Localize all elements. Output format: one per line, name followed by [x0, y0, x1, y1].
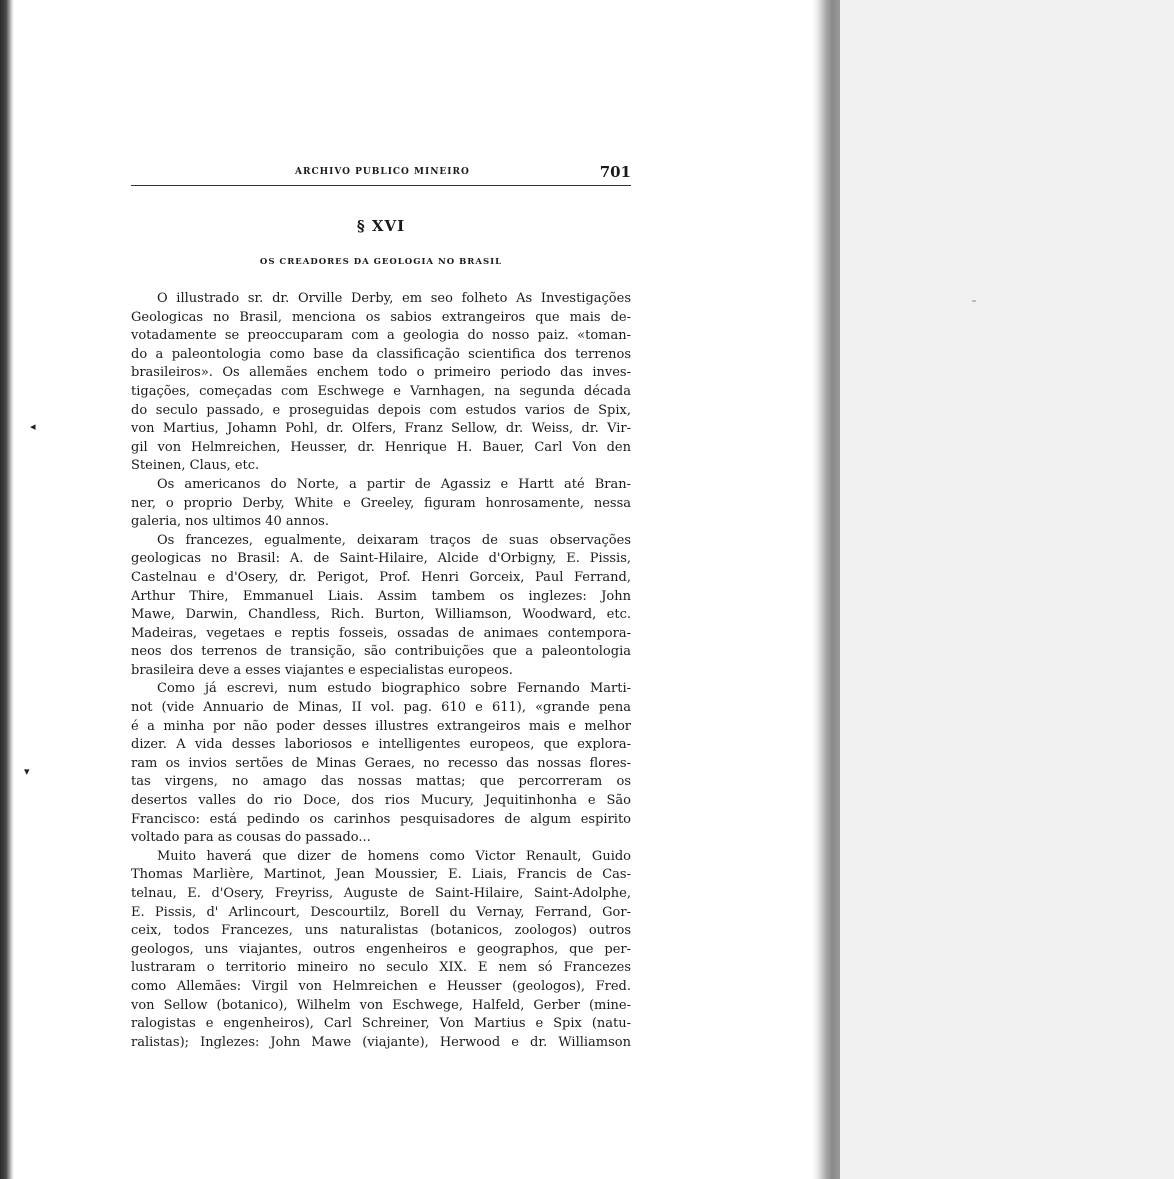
text-line: Madeiras, vegetaes e reptis fosseis, ossadas de animaes contempora-	[131, 625, 631, 641]
text-line: do a paleontologia como base da classificação scientifica dos terrenos	[131, 346, 631, 362]
text-line: tas virgens, no amago das nossas mattas; que percorreram os	[131, 774, 631, 790]
page-header	[131, 160, 631, 184]
text-line: galeria, nos ultimos 40 annos.	[131, 514, 329, 530]
text-line: brasileira deve a esses viajantes e especialistas europeos.	[131, 662, 513, 678]
text-line: not (vide Annuario de Minas, II vol. pag. 610 e 611), «grande pena	[131, 700, 631, 716]
section-title: OS CREADORES DA GEOLOGIA NO BRASIL	[259, 257, 503, 267]
text-line: Os americanos do Norte, a partir de Agassiz e Hartt até Bran-	[157, 476, 631, 492]
margin-mark: ▾	[24, 765, 30, 778]
text-line: Muito haverá que dizer de homens como Victor Renault, Guido	[157, 848, 631, 864]
facing-page	[840, 0, 1174, 1179]
text-line: ralogistas e engenheiros), Carl Schreiner, Von Martius e Spix (natu-	[131, 1016, 631, 1032]
text-line: ner, o proprio Derby, White e Greeley, figuram honrosamente, nessa	[131, 495, 631, 511]
text-line: lustraram o territorio mineiro no seculo XIX. E nem só Francezes	[131, 960, 631, 976]
paper-speck	[972, 300, 976, 302]
text-line: desertos valles do rio Doce, dos rios Mucury, Jequitinhonha e São	[131, 793, 631, 809]
text-line: geologos, uns viajantes, outros engenheiros e geographos, que per-	[131, 941, 631, 957]
document-page	[131, 160, 631, 1052]
section-number: § XVI	[356, 217, 406, 235]
book-gutter	[812, 0, 840, 1179]
body-text	[131, 290, 631, 1052]
text-line: voltado para as cousas do passado...	[131, 830, 371, 846]
text-line: ceix, todos Francezes, uns naturalistas (botanicos, zoologos) outros	[131, 923, 631, 939]
text-line: brasileiros». Os allemães enchem todo o primeiro periodo das inves-	[131, 365, 631, 381]
text-line: é a minha por não poder desses illustres extrangeiros mais e melhor	[131, 718, 631, 734]
text-line: telnau, E. d'Osery, Freyriss, Auguste de Saint-Hilaire, Saint-Adolphe,	[131, 886, 631, 901]
text-line: do seculo passado, e proseguidas depois com estudos varios de Spix,	[131, 402, 631, 418]
text-line: Steinen, Claus, etc.	[131, 458, 260, 474]
text-line: tigações, começadas com Eschwege e Varnhagen, na segunda década	[131, 383, 631, 399]
text-line: von Sellow (botanico), Wilhelm von Eschwege, Halfeld, Gerber (mine-	[131, 997, 631, 1013]
text-line: Os francezes, egualmente, deixaram traços de suas observações	[157, 532, 631, 548]
running-title: ARCHIVO PUBLICO MINEIRO	[295, 167, 470, 177]
text-line: von Martius, Johamn Pohl, dr. Olfers, Franz Sellow, dr. Weiss, dr. Vir-	[131, 421, 631, 437]
text-line: ralistas); Inglezes: John Mawe (viajante), Herwood e dr. Williamson	[131, 1034, 631, 1050]
text-line: Francisco: está pedindo os carinhos pesquisadores de algum espirito	[131, 811, 631, 827]
text-line: E. Pissis, d' Arlincourt, Descourtilz, Borell du Vernay, Ferrand, Gor-	[131, 904, 631, 920]
text-line: Castelnau e d'Osery, dr. Perigot, Prof. Henri Gorceix, Paul Ferrand,	[131, 569, 631, 585]
header-rule	[131, 185, 631, 186]
text-line: como Allemães: Virgil von Helmreichen e Heusser (geologos), Fred.	[131, 978, 631, 994]
text-line: Como já escrevi, num estudo biographico sobre Fernando Marti-	[157, 681, 631, 697]
page-number: 701	[599, 163, 631, 181]
text-line: dizer. A vida desses laboriosos e intelligentes europeos, que explora-	[131, 737, 631, 753]
text-line: Geologicas no Brasil, menciona os sabios extrangeiros que mais de-	[131, 309, 631, 325]
text-line: Thomas Marlière, Martinot, Jean Moussier, E. Liais, Francis de Cas-	[131, 867, 631, 883]
text-line: geologicas no Brasil: A. de Saint-Hilaire, Alcide d'Orbigny, E. Pissis,	[131, 551, 631, 567]
text-line: O illustrado sr. dr. Orville Derby, em seo folheto As Investigações	[157, 291, 631, 306]
text-line: Mawe, Darwin, Chandless, Rich. Burton, Williamson, Woodward, etc.	[131, 607, 631, 623]
text-line: ram os invios sertões de Minas Geraes, no recesso das nossas flores-	[131, 755, 631, 771]
text-line: votadamente se preoccuparam com a geologia do nosso paiz. «toman-	[131, 328, 631, 344]
book-left-edge	[0, 0, 14, 1179]
text-line: Arthur Thire, Emmanuel Liais. Assim tambem os inglezes: John	[131, 588, 631, 604]
margin-mark: ◂	[30, 420, 36, 433]
text-line: neos dos terrenos de transição, são contribuições que a paleontologia	[131, 644, 631, 660]
text-line: gil von Helmreichen, Heusser, dr. Henrique H. Bauer, Carl Von den	[131, 439, 631, 455]
